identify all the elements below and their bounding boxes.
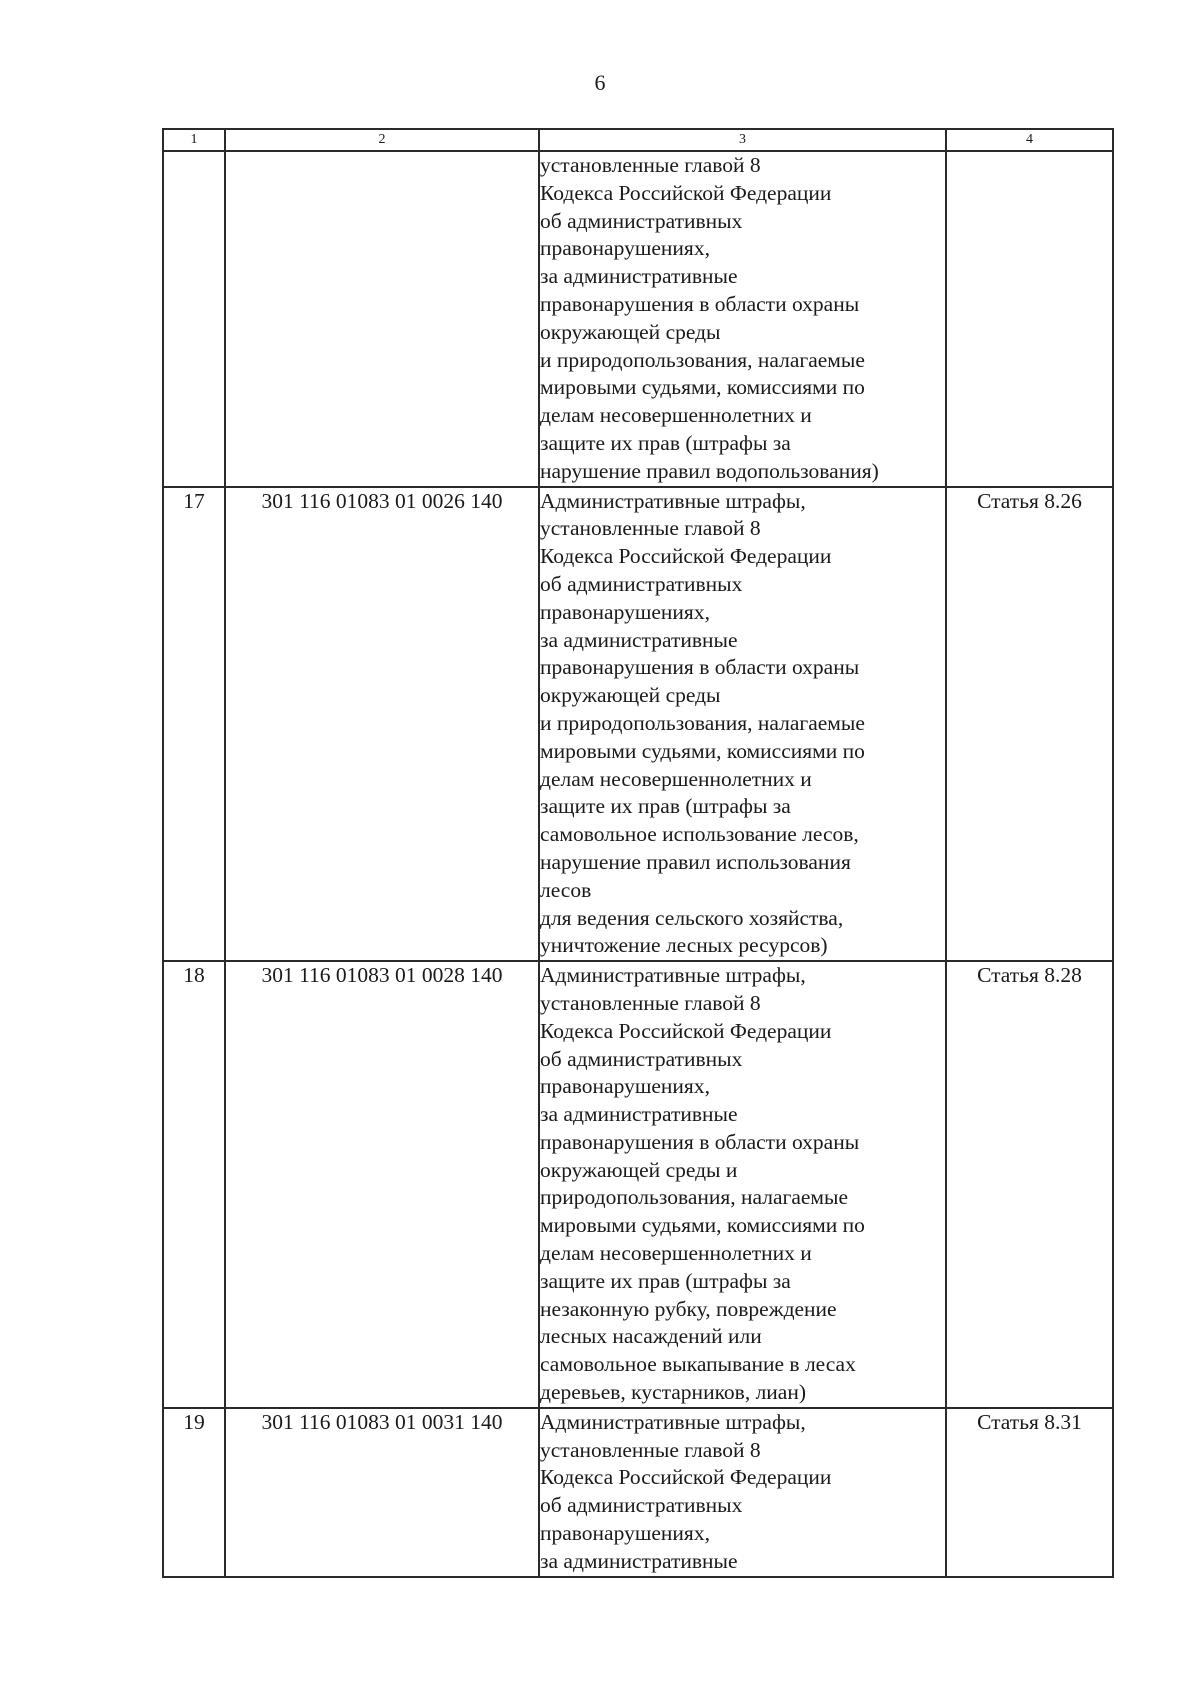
description-line: лесов (540, 877, 592, 902)
page-number: 6 (594, 70, 606, 95)
description-cell (539, 1408, 946, 1577)
description-line: Кодекса Российской Федерации (540, 1018, 832, 1043)
description-line: окружающей среды и (540, 1157, 738, 1182)
description-line: правонарушениях, (540, 1074, 710, 1099)
article-cell: Статья 8.26 (946, 487, 1113, 962)
description-line: незаконную рубку, повреждение (540, 1296, 837, 1321)
table-row (163, 487, 1113, 962)
description-line: мировыми судьями, комиссиями по (540, 1213, 865, 1238)
description-line: для ведения сельского хозяйства, (540, 905, 844, 930)
description-line: об административных (540, 571, 743, 596)
description-line: правонарушениях, (540, 236, 710, 261)
budget-code-cell: 301 116 01083 01 0026 140 (225, 487, 539, 962)
description-line: окружающей среды (540, 683, 721, 708)
description-line: правонарушениях, (540, 1521, 710, 1546)
article-cell (946, 151, 1113, 487)
description-line: установленные главой 8 (540, 1437, 761, 1462)
budget-code-cell: 301 116 01083 01 0031 140 (225, 1408, 539, 1577)
description-line: правонарушения в области охраны (540, 1129, 860, 1154)
description-line: Административные штрафы, (540, 1409, 806, 1434)
description-line: самовольное выкапывание в лесах (540, 1352, 856, 1377)
description-line: лесных насаждений или (540, 1324, 762, 1349)
table-header-row (163, 129, 1113, 151)
description-line: об административных (540, 208, 743, 233)
description-line: защите их прав (штрафы за (540, 430, 791, 455)
description-cell (539, 487, 946, 962)
description-line: и природопользования, налагаемые (540, 710, 865, 735)
column-header-1: 1 (163, 129, 225, 151)
row-number-cell (163, 151, 225, 487)
description-line: мировыми судьями, комиссиями по (540, 375, 865, 400)
description-line: делам несовершеннолетних и (540, 1241, 812, 1266)
description-line: за административные (540, 1102, 738, 1127)
description-line: об административных (540, 1493, 743, 1518)
description-line: самовольное использование лесов, (540, 822, 859, 847)
row-number-cell: 17 (163, 487, 225, 962)
table-row (163, 151, 1113, 487)
description-line: мировыми судьями, комиссиями по (540, 738, 865, 763)
article-cell: Статья 8.31 (946, 1408, 1113, 1577)
row-number-cell: 19 (163, 1408, 225, 1577)
description-line: природопользования, налагаемые (540, 1185, 849, 1210)
table-body (163, 151, 1113, 1577)
description-line: Кодекса Российской Федерации (540, 1465, 832, 1490)
row-number-cell: 18 (163, 961, 225, 1408)
description-line: Административные штрафы, (540, 488, 806, 513)
description-line: и природопользования, налагаемые (540, 347, 865, 372)
description-line: за административные (540, 627, 738, 652)
column-header-4: 4 (946, 129, 1113, 151)
fines-table (162, 128, 1114, 1578)
description-line: установленные главой 8 (540, 153, 761, 177)
description-line: делам несовершеннолетних и (540, 766, 812, 791)
description-line: правонарушениях, (540, 599, 710, 624)
column-header-3: 3 (539, 129, 946, 151)
description-line: правонарушения в области охраны (540, 655, 860, 680)
description-line: нарушение правил использования (540, 849, 851, 874)
table-row (163, 961, 1113, 1408)
description-line: деревьев, кустарников, лиан) (540, 1380, 807, 1405)
description-line: за административные (540, 264, 738, 289)
article-cell: Статья 8.28 (946, 961, 1113, 1408)
table-row (163, 1408, 1113, 1577)
description-line: установленные главой 8 (540, 990, 761, 1015)
description-line: об административных (540, 1046, 743, 1071)
description-line: окружающей среды (540, 319, 721, 344)
description-cell (539, 151, 946, 487)
description-line: защите их прав (штрафы за (540, 1268, 791, 1293)
budget-code-cell (225, 151, 539, 487)
description-line: Административные штрафы, (540, 963, 806, 988)
description-line: Кодекса Российской Федерации (540, 544, 832, 569)
description-line: уничтожение лесных ресурсов) (540, 933, 828, 958)
description-line: Кодекса Российской Федерации (540, 180, 832, 205)
column-header-2: 2 (225, 129, 539, 151)
description-cell (539, 961, 946, 1408)
description-line: защите их прав (штрафы за (540, 794, 791, 819)
budget-code-cell: 301 116 01083 01 0028 140 (225, 961, 539, 1408)
description-line: делам несовершеннолетних и (540, 403, 812, 428)
description-line: правонарушения в области охраны (540, 291, 860, 316)
description-line: нарушение правил водопользования) (540, 458, 879, 483)
description-line: за административные (540, 1548, 738, 1573)
description-line: установленные главой 8 (540, 516, 761, 541)
